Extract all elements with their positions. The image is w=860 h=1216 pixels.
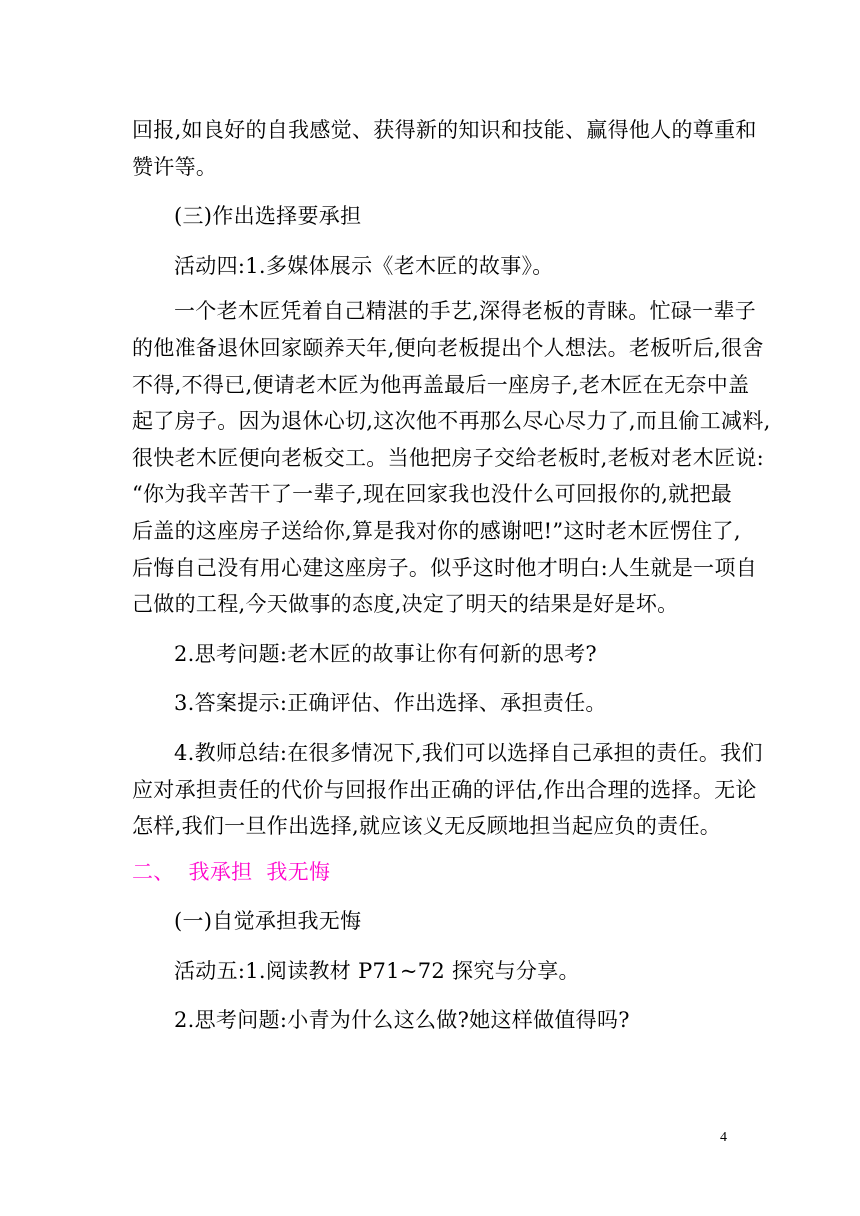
- text-line: 2.思考问题:老木匠的故事让你有何新的思考?: [174, 641, 597, 666]
- text-line: 应对承担责任的代价与回报作出正确的评估,作出合理的选择。无论: [132, 777, 757, 802]
- text-line: 赞许等。: [132, 154, 218, 179]
- paragraph-carpenter-story: [132, 293, 771, 622]
- text-line: 很快老木匠便向老板交工。当他把房子交给老板时,老板对老木匠说:: [132, 445, 765, 470]
- text-line: 回报,如良好的自我感觉、获得新的知识和技能、赢得他人的尊重和: [132, 118, 757, 142]
- subheading-choice-responsibility: [132, 198, 736, 235]
- text-line: 后悔自己没有用心建这座房子。似乎这时他才明白:人生就是一项自: [132, 555, 758, 580]
- page-body: [132, 112, 771, 1039]
- text-line: 后盖的这座房子送给你,算是我对你的感谢吧!”这时老木匠愣住了,: [132, 518, 741, 543]
- answer-hint: [132, 685, 736, 722]
- thinking-question-xiaoqing: [132, 1002, 736, 1039]
- teacher-summary: [132, 735, 763, 845]
- activity-text: 活动四:1.多媒体展示《老木匠的故事》。: [174, 253, 554, 278]
- subheading-no-regret: [132, 903, 736, 940]
- paragraph-reward-continuation: [132, 112, 757, 185]
- text-line: 2.思考问题:小青为什么这么做?她这样做值得吗?: [174, 1008, 630, 1033]
- activity-text: 活动五:1.阅读教材 P71~72 探究与分享。: [174, 958, 580, 983]
- text-line: 不得,不得已,便请老木匠为他再盖最后一座房子,老木匠在无奈中盖: [132, 372, 750, 397]
- text-line: 怎样,我们一旦作出选择,就应该义无反顾地担当起应负的责任。: [132, 814, 722, 839]
- activity-five: [132, 953, 736, 990]
- text-line: 起了房子。因为退休心切,这次他不再那么尽心尽力了,而且偷工减料,: [132, 409, 771, 434]
- text-line: 一个老木匠凭着自己精湛的手艺,深得老板的青睐。忙碌一辈子: [174, 299, 757, 324]
- subheading-text: (三)作出选择要承担: [174, 204, 362, 229]
- text-line: 3.答案提示:正确评估、作出选择、承担责任。: [174, 691, 607, 716]
- section-heading-text: 二、 我承担 我无悔: [132, 859, 331, 884]
- thinking-question: [132, 636, 736, 673]
- activity-four: [132, 248, 736, 285]
- section-heading-two: [132, 854, 736, 891]
- text-line: 的他准备退休回家颐养天年,便向老板提出个人想法。老板听后,很舍: [132, 335, 764, 360]
- text-line: 己做的工程,今天做事的态度,决定了明天的结果是好是坏。: [132, 592, 679, 617]
- subheading-text: (一)自觉承担我无悔: [174, 909, 362, 934]
- text-line: “你为我辛苦干了一辈子,现在回家我也没什么可回报你的,就把最: [132, 482, 733, 507]
- text-line: 4.教师总结:在很多情况下,我们可以选择自己承担的责任。我们: [174, 740, 763, 765]
- page-number: 4: [720, 1130, 727, 1145]
